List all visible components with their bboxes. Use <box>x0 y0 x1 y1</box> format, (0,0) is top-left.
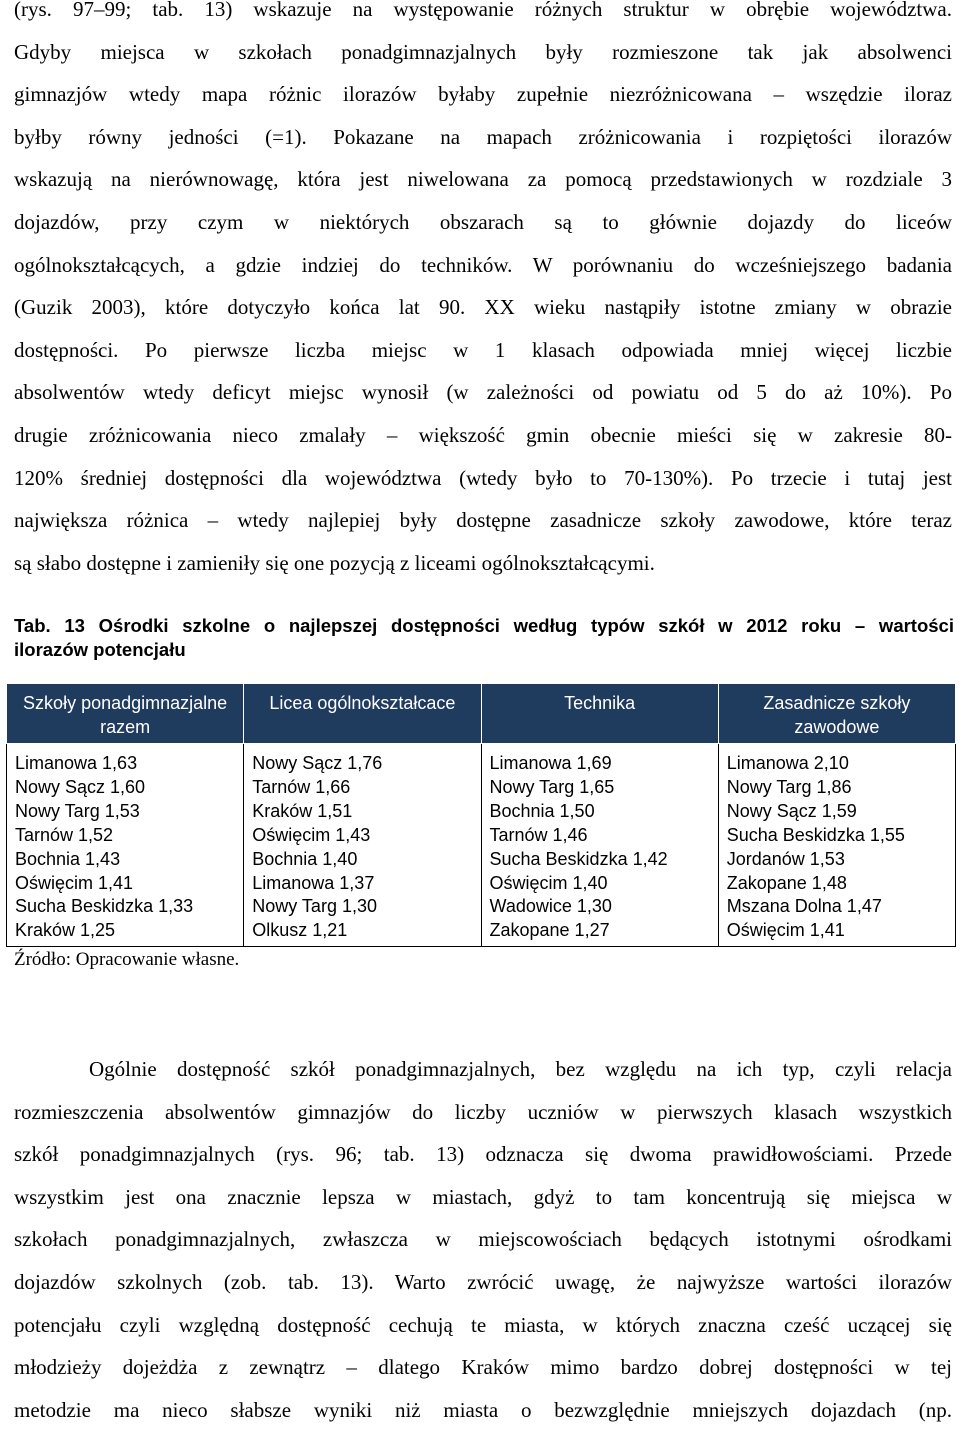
text-line: szkołach ponadgimnazjalnych, zwłaszcza w miejscowościach będących istotnymi ośrodkami <box>14 1227 952 1252</box>
list-item: Zakopane 1,48 <box>726 872 847 893</box>
list-item: Limanowa 2,10 <box>726 753 849 773</box>
body-paragraph-2 <box>14 1048 952 1431</box>
list-item: Tarnów 1,66 <box>252 776 351 797</box>
text-line: Gdyby miejsca w szkołach ponadgimnazjalnych były rozmieszone tak jak absolwenci <box>14 39 952 64</box>
table-cell-high-schools <box>244 744 481 947</box>
list-item: Mszana Dolna 1,47 <box>726 896 882 917</box>
text-line: Ogólnie dostępność szkół ponadgimnazjalnych, bez względu na ich typ, czyli relacja <box>89 1057 952 1081</box>
text-line: są słabo dostępne i zamieniły się one pozycją z liceami ogólnokształcącymi. <box>14 550 655 575</box>
list-item: Olkusz 1,21 <box>252 920 348 941</box>
text-line: ogólnokształcących, a gdzie indziej do techników. W porównaniu do wcześniejszego badania <box>14 252 952 277</box>
table-caption <box>14 614 954 662</box>
list-item: Limanowa 1,37 <box>252 872 375 893</box>
list-item: Jordanów 1,53 <box>726 848 845 869</box>
text-line: dojazdów, przy czym w niektórych obszarach są to głównie dojazdy do liceów <box>14 209 952 234</box>
body-paragraph-1 <box>14 0 952 584</box>
list-item: Wadowice 1,30 <box>489 896 612 917</box>
text-line: gimnazjów wtedy mapa różnic ilorazów byłaby zupełnie niezróżnicowana – wszędzie iloraz <box>14 82 952 107</box>
list-item: Bochnia 1,50 <box>489 800 595 821</box>
text-line: największa różnica – wtedy najlepiej były dostępne zasadnicze szkoły zawodowe, które teraz <box>14 508 952 533</box>
text-line: dostępności. Po pierwsze liczba miejsc w 1 klasach odpowiada mniej więcej liczbie <box>14 337 952 362</box>
text-line: metodzie ma nieco słabsze wyniki niż miasta o bezwzględnie mniejszych dojazdach (np. <box>14 1397 952 1422</box>
column-header-all-schools: Szkoły ponadgimnazjalne razem <box>7 684 244 744</box>
text-line: młodzieży dojeżdża z zewnątrz – dlatego Kraków mimo bardzo dobrej dostępności w tej <box>14 1355 952 1380</box>
text-line: rozmieszczenia absolwentów gimnazjów do liczby uczniów w pierwszych klasach wszystkich <box>14 1099 952 1124</box>
list-item: Limanowa 1,63 <box>15 753 138 773</box>
text-line: byłby równy jedności (=1). Pokazane na mapach zróżnicowania i rozpiętości ilorazów <box>14 124 952 149</box>
text-line: wszystkim jest ona znacznie lepsza w miastach, gdyż to tam koncentrują się miejsca w <box>14 1184 952 1209</box>
list-item: Kraków 1,51 <box>252 800 353 821</box>
list-item: Sucha Beskidzka 1,33 <box>15 896 194 917</box>
table-cell-vocational-schools <box>718 744 955 947</box>
list-item: Nowy Sącz 1,60 <box>15 776 146 797</box>
schools-table <box>6 683 956 947</box>
table-row <box>7 744 956 947</box>
list-item: Tarnów 1,46 <box>489 824 588 845</box>
table-cell-all-schools <box>7 744 244 947</box>
list-item: Oświęcim 1,41 <box>726 920 845 941</box>
list-item: Zakopane 1,27 <box>489 920 610 941</box>
text-line: szkół ponadgimnazjalnych (rys. 96; tab. 13) odznacza się dwoma prawidłowościami. Przede <box>14 1142 952 1167</box>
source-note: Źródło: Opracowanie własne. <box>14 949 240 970</box>
table-caption-line: Tab. 13 Ośrodki szkolne o najlepszej dostępności według typów szkół w 2012 roku – wartości <box>14 615 954 636</box>
list-item: Nowy Targ 1,86 <box>726 776 852 797</box>
column-header-high-schools: Licea ogólnokształcace <box>244 684 481 744</box>
text-line: 120% średniej dostępności dla województwa (wtedy było to 70-130%). Po trzecie i tutaj jest <box>14 465 952 490</box>
list-item: Nowy Sącz 1,76 <box>252 753 383 773</box>
list-item: Nowy Targ 1,53 <box>15 800 140 821</box>
list-item: Kraków 1,25 <box>15 920 116 941</box>
list-item: Sucha Beskidzka 1,42 <box>489 848 668 869</box>
table-caption-line: ilorazów potencjału <box>14 639 186 660</box>
text-line: absolwentów wtedy deficyt miejsc wynosił (w zależności od powiatu od 5 do aż 10%). Po <box>14 380 952 405</box>
table-header-row <box>7 684 956 744</box>
text-line: wskazują na nierównowagę, która jest niwelowana za pomocą przedstawionych w rozdziale 3 <box>14 167 952 192</box>
text-line: (rys. 97–99; tab. 13) wskazuje na występowanie różnych struktur w obrębie województwa. <box>14 0 952 21</box>
column-header-vocational-schools: Zasadnicze szkoły zawodowe <box>718 684 955 744</box>
list-item: Oświęcim 1,41 <box>15 872 134 893</box>
list-item: Sucha Beskidzka 1,55 <box>726 824 905 845</box>
list-item: Oświęcim 1,43 <box>252 824 371 845</box>
list-item: Bochnia 1,43 <box>15 848 121 869</box>
list-item: Nowy Targ 1,65 <box>489 776 615 797</box>
text-line: drugie zróżnicowania nieco zmalały – większość gmin obecnie mieści się w zakresie 80- <box>14 422 952 447</box>
table-cell-technical-schools <box>481 744 718 947</box>
list-item: Tarnów 1,52 <box>15 824 114 845</box>
list-item: Bochnia 1,40 <box>252 848 358 869</box>
text-line: (Guzik 2003), które dotyczyło końca lat 90. XX wieku nastąpiły istotne zmiany w obrazie <box>14 295 952 320</box>
list-item: Oświęcim 1,40 <box>489 872 608 893</box>
text-line: potencjału czyli względną dostępność cechują te miasta, w których znaczna cześć uczącej się <box>14 1312 952 1337</box>
list-item: Nowy Sącz 1,59 <box>726 800 857 821</box>
list-item: Nowy Targ 1,30 <box>252 896 377 917</box>
column-header-technical-schools: Technika <box>481 684 718 744</box>
list-item: Limanowa 1,69 <box>489 753 612 773</box>
text-line: dojazdów szkolnych (zob. tab. 13). Warto zwrócić uwagę, że najwyższe wartości ilorazów <box>14 1269 952 1294</box>
